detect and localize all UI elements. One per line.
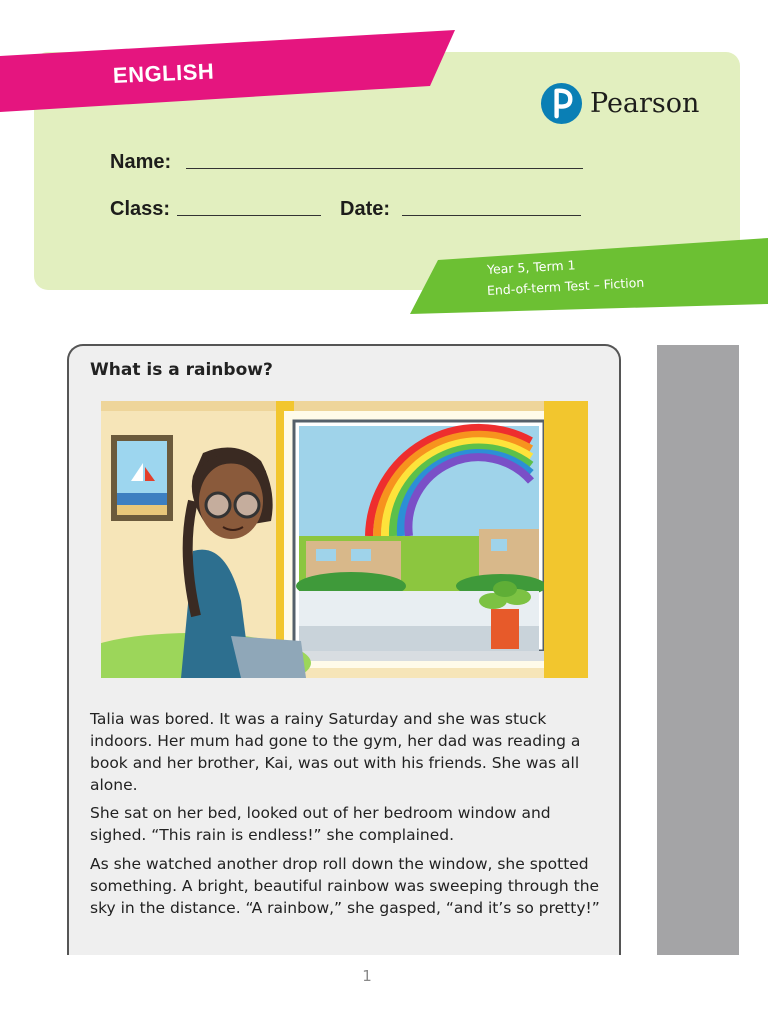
passage-title: What is a rainbow? [90, 360, 273, 380]
name-field[interactable] [186, 168, 583, 169]
page-bottom-margin [0, 955, 768, 1024]
level-test-type: End-of-term Test – Fiction [486, 274, 645, 298]
subject-label: ENGLISH [112, 58, 215, 88]
level-year-term: Year 5, Term 1 [486, 257, 576, 277]
passage-paragraph: As she watched another drop roll down the window, she spotted something. A bright, beautiful rainbow was sweeping through the sky in the distance. “A rainbow,” she gasped, “and it’s so pretty!” [90, 855, 600, 917]
passage-paragraph: Talia was bored. It was a rainy Saturday and she was stuck indoors. Her mum had gone to the gym, her dad was reading a book and her brother, Kai, was out with his friends. She was all alone. [90, 710, 581, 794]
page-number: 1 [362, 967, 372, 985]
date-field[interactable] [402, 215, 581, 216]
side-bar [657, 345, 739, 955]
rainbow-window-illustration [101, 401, 588, 678]
class-label: Class: [110, 198, 171, 220]
passage-paragraph: She sat on her bed, looked out of her bedroom window and sighed. “This rain is endless!” she complained. [90, 804, 551, 844]
class-field[interactable] [177, 215, 321, 216]
brand-name: Pearson [590, 87, 700, 119]
name-label: Name: [110, 151, 172, 173]
date-label: Date: [340, 198, 391, 220]
pearson-logo-icon [540, 82, 583, 125]
pearson-logo [540, 81, 699, 125]
